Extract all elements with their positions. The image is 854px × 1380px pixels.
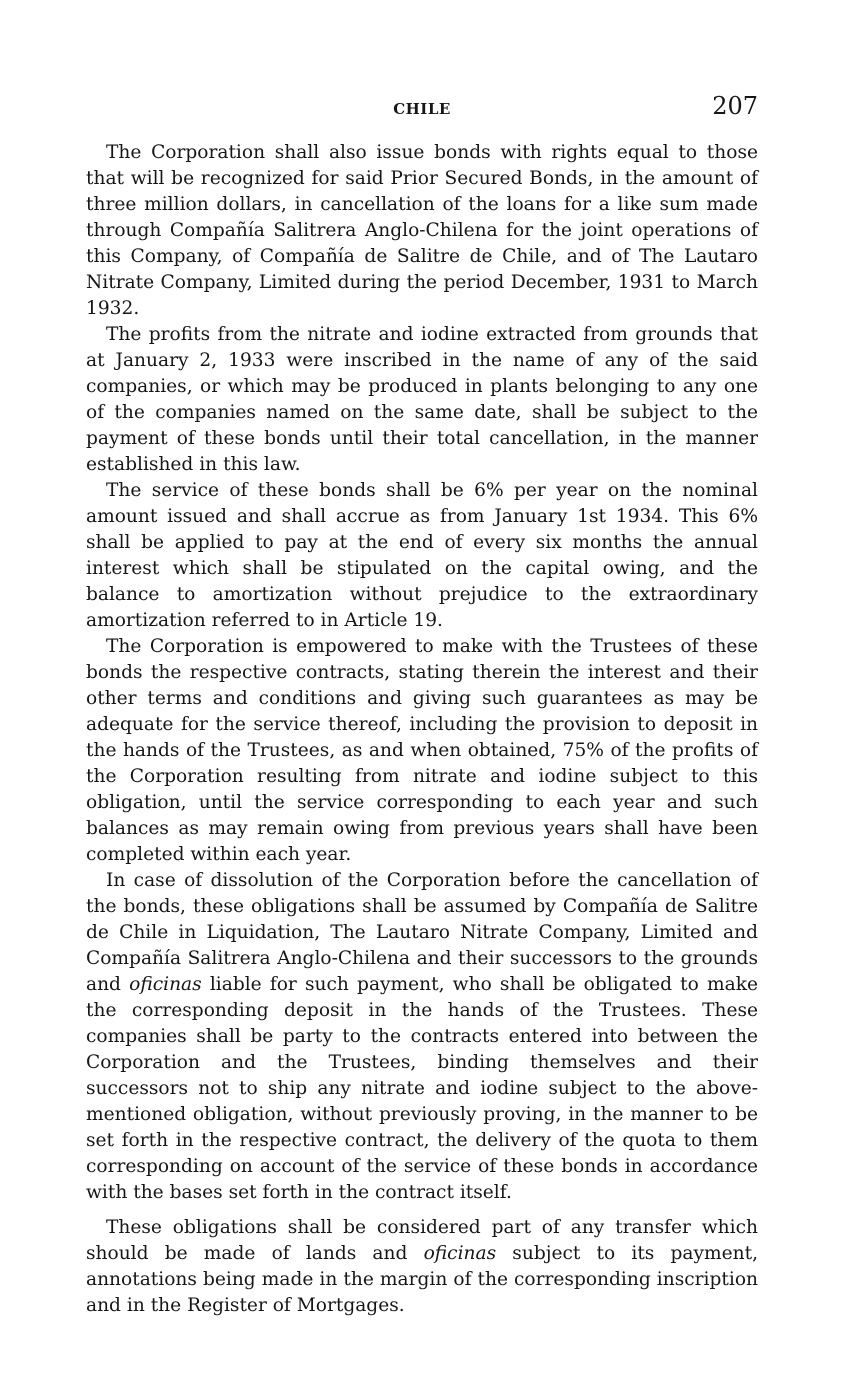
paragraph-transfer-part-a: These obligations shall be considered part of any transfer which should be made of lands and	[86, 1217, 758, 1264]
body-text	[86, 140, 758, 1319]
page-header	[86, 92, 758, 126]
italic-term-oficinas: oficinas	[129, 974, 202, 995]
paragraph-dissolution	[86, 868, 758, 1206]
paragraph-transfer	[86, 1215, 758, 1319]
paragraph-profits: The profits from the nitrate and iodine extracted from grounds that at January 2, 1933 were inscribed in the name of any of the said companies, or which may be produced in plants belonging to any one of the companies named on the same date, shall be subject to the payment of these bonds until their total cancellation, in the manner established in this law.	[86, 324, 758, 475]
paragraph-bond-issue: The Corporation shall also issue bonds with rights equal to those that will be recognized for said Prior Secured Bonds, in the amount of three million dollars, in cancellation of the loans for a like sum made through Compañía Salitrera Anglo-Chilena for the joint operations of this Company, of Compañía de Salitre de Chile, and of The Lautaro Nitrate Company, Limited during the period December, 1931 to March 1932.	[86, 142, 758, 319]
paragraph-trustee-contracts: The Corporation is empowered to make with the Trustees of these bonds the respective contracts, stating therein the interest and their other terms and conditions and giving such guarantees as may be adequate for the service thereof, including the provision to deposit in the hands of the Trustees, as and when obtained, 75% of the profits of the Corporation resulting from nitrate and iodine subject to this obligation, until the service corresponding to each year and such balances as may remain owing from previous years shall have been completed within each year.	[86, 636, 758, 865]
paragraph-service: The service of these bonds shall be 6% per year on the nominal amount issued and shall accrue as from January 1st 1934. This 6% shall be applied to pay at the end of every six months the annual interest which shall be stipulated on the capital owing, and the balance to amortization without prejudice to the extraordinary amortization referred to in Article 19.	[86, 480, 758, 631]
paragraph-dissolution-part-b: liable for such payment, who shall be obligated to make the corresponding deposit in the hands of the Trustees. These companies shall be party to the contracts entered into between the Corporation and the Trustees, binding themselves and their successors not to ship any nitrate and iodine subject to the above-mentioned obligation, without previously proving, in the manner to be set forth in the respective contract, the delivery of the quota to them corresponding on account of the service of these bonds in accordance with the bases set forth in the contract itself.	[86, 974, 758, 1203]
paragraph-transfer-part-b: subject to its payment, annotations being made in the margin of the corresponding inscription and in the Register of Mortgages.	[86, 1243, 758, 1316]
page-number: 207	[712, 92, 758, 120]
running-head-title: CHILE	[393, 100, 451, 118]
italic-term-oficinas: oficinas	[423, 1243, 497, 1264]
paragraph-dissolution-part-a: In case of dissolution of the Corporation before the cancellation of the bonds, these obligations shall be assumed by Compañía de Salitre de Chile in Liquidation, The Lautaro Nitrate Company, Limited and Compañía Salitrera Anglo-Chilena and their successors to the grounds and	[86, 870, 758, 995]
